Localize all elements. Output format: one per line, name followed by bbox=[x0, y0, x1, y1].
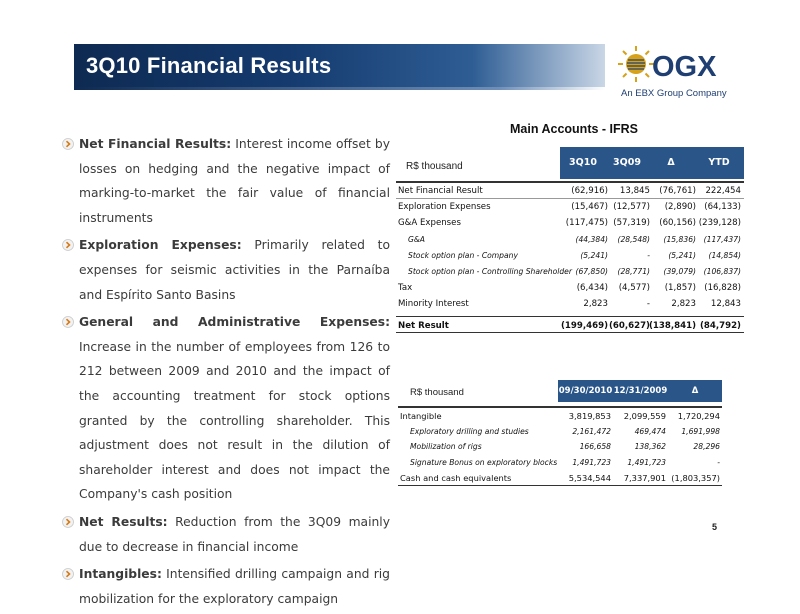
chevron-bullet-icon bbox=[62, 316, 74, 328]
cell-value: (57,319) bbox=[613, 218, 650, 229]
cell-value: (15,467) bbox=[571, 202, 608, 213]
cell-value: (84,792) bbox=[699, 320, 741, 331]
bullet-net-results bbox=[62, 510, 390, 559]
cell-value: (2,890) bbox=[664, 202, 696, 213]
unit-label: R$ thousand bbox=[406, 161, 463, 172]
cell-value: (15,836) bbox=[663, 234, 696, 244]
table-row bbox=[398, 408, 722, 424]
table-body bbox=[398, 408, 722, 486]
table-row bbox=[398, 424, 722, 440]
table-row bbox=[396, 248, 744, 264]
logo-tagline: An EBX Group Company bbox=[621, 88, 727, 99]
chevron-bullet-icon bbox=[62, 138, 74, 150]
cell-value: 2,823 bbox=[671, 299, 696, 310]
row-label: Intangible bbox=[400, 411, 442, 421]
table-row bbox=[398, 455, 722, 471]
table-header bbox=[398, 380, 722, 402]
table-row bbox=[396, 264, 744, 280]
row-label: Tax bbox=[398, 283, 413, 294]
cell-value: (28,771) bbox=[617, 266, 650, 276]
cell-value: (4,577) bbox=[618, 283, 650, 294]
sun-icon bbox=[618, 46, 654, 82]
cell-value: (199,469) bbox=[561, 320, 608, 331]
unit-label: R$ thousand bbox=[410, 387, 464, 398]
row-label: Stock option plan - Company bbox=[408, 250, 518, 260]
slide-title: 3Q10 Financial Results bbox=[86, 53, 332, 78]
bullet-head: Net Results: bbox=[79, 514, 168, 529]
cell-value: (117,437) bbox=[703, 234, 741, 244]
balance-table bbox=[398, 380, 722, 486]
cell-value: 13,845 bbox=[619, 186, 650, 196]
cell-value: (6,434) bbox=[576, 283, 608, 294]
col-header: 3Q09 bbox=[613, 157, 641, 168]
cell-value: (28,548) bbox=[617, 234, 650, 244]
cell-value: 469,474 bbox=[634, 426, 666, 436]
cell-value: (62,916) bbox=[571, 186, 608, 196]
col-header: 12/31/2009 bbox=[613, 386, 668, 396]
cell-value: - bbox=[717, 457, 720, 467]
page-number: 5 bbox=[712, 522, 718, 532]
bullet-exploration bbox=[62, 233, 390, 307]
cell-value: (1,803,357) bbox=[671, 473, 720, 484]
bullet-body: Increase in the number of employees from 126 to 212 between 2009 and 2010 and the impact of the accounting treatment for stock options granted by the controlling shareholder. This adjustment does not result in the dilution of shareholder interest and does not impact the Company's cash position bbox=[79, 339, 390, 502]
cell-value: 2,823 bbox=[583, 299, 608, 310]
table-row bbox=[396, 280, 744, 296]
col-header: YTD bbox=[708, 157, 730, 168]
cell-value: (12,577) bbox=[613, 202, 650, 213]
row-label: Mobilization of rigs bbox=[410, 442, 482, 452]
header-cells bbox=[558, 380, 722, 402]
cell-value: (16,828) bbox=[704, 283, 741, 294]
cell-value: 1,720,294 bbox=[677, 411, 720, 421]
bullet-body: Intensified drilling campaign and rig mobilization for the exploratory campaign bbox=[79, 567, 390, 606]
col-header: 3Q10 bbox=[569, 157, 597, 168]
table-row bbox=[396, 183, 744, 199]
bullet-ga bbox=[62, 310, 390, 507]
row-label: Signature Bonus on exploratory blocks bbox=[410, 457, 558, 467]
cell-value: 1,491,723 bbox=[627, 457, 666, 467]
row-label: G&A Expenses bbox=[398, 218, 461, 229]
bullet-intangibles bbox=[62, 562, 390, 611]
ogx-logo-icon bbox=[616, 42, 717, 88]
table-row bbox=[398, 470, 722, 486]
cell-value: (60,627) bbox=[608, 320, 650, 331]
cell-value: 2,161,472 bbox=[572, 426, 611, 436]
row-label: Exploration Expenses bbox=[398, 202, 491, 213]
table-body bbox=[396, 183, 744, 313]
cell-value: (64,133) bbox=[704, 202, 741, 213]
bullet-head: Exploration Expenses: bbox=[79, 238, 242, 253]
title-underline bbox=[74, 87, 605, 90]
row-label: Exploratory drilling and studies bbox=[410, 426, 529, 436]
cell-value: (117,475) bbox=[565, 218, 608, 229]
table-row bbox=[398, 439, 722, 455]
bullet-head: Net Financial Results: bbox=[79, 137, 232, 151]
logo-brand-text: OGX bbox=[652, 51, 717, 83]
title-bar bbox=[74, 44, 605, 90]
cell-value: (239,128) bbox=[698, 218, 741, 229]
table-row bbox=[396, 296, 744, 312]
table-row bbox=[396, 199, 744, 215]
cell-value: (44,384) bbox=[575, 234, 608, 244]
cell-value: (106,837) bbox=[703, 266, 741, 276]
bullet-body: Interest income offset by losses on hedging and the negative impact of marking-to-market the fair value of financial instruments bbox=[79, 137, 390, 225]
cell-value: 222,454 bbox=[705, 186, 741, 196]
cell-value: 138,362 bbox=[634, 442, 666, 452]
cell-value: (5,241) bbox=[668, 250, 696, 260]
main-accounts-table bbox=[396, 147, 744, 333]
bullet-head: Intangibles: bbox=[79, 567, 162, 582]
bullet-head: General and Administrative Expenses: bbox=[79, 315, 390, 330]
chevron-bullet-icon bbox=[62, 568, 74, 580]
header-cells bbox=[560, 147, 744, 179]
chevron-bullet-icon bbox=[62, 516, 74, 528]
bullet-net-financial bbox=[62, 132, 390, 230]
cell-value: 5,534,544 bbox=[568, 473, 611, 484]
cell-value: (67,850) bbox=[575, 266, 608, 276]
cell-value: (5,241) bbox=[580, 250, 608, 260]
cell-value: 3,819,853 bbox=[568, 411, 611, 421]
cell-value: 2,099,559 bbox=[623, 411, 666, 421]
cell-value: (138,841) bbox=[649, 320, 696, 331]
cell-value: 1,491,723 bbox=[572, 457, 611, 467]
cell-value: 1,691,998 bbox=[681, 426, 720, 436]
table-row-total bbox=[396, 316, 744, 333]
bullet-list bbox=[62, 132, 390, 614]
col-header: 09/30/2010 bbox=[558, 386, 613, 396]
cell-value: 166,658 bbox=[579, 442, 611, 452]
row-label: Net Result bbox=[398, 320, 449, 331]
col-header: Δ bbox=[691, 386, 699, 396]
row-label: Stock option plan - Controlling Shareholder bbox=[408, 266, 572, 276]
col-header: Δ bbox=[667, 157, 675, 168]
cell-value: 7,337,901 bbox=[623, 473, 666, 484]
row-label: Minority Interest bbox=[398, 299, 469, 310]
chevron-bullet-icon bbox=[62, 239, 74, 251]
table-row bbox=[396, 215, 744, 231]
cell-value: - bbox=[647, 250, 650, 260]
cell-value: (39,079) bbox=[663, 266, 696, 276]
bullet-body: Primarily related to expenses for seismic activities in the Parnaíba and Espírito Santo Basins bbox=[79, 238, 390, 302]
cell-value: (60,156) bbox=[659, 218, 696, 229]
bullet-body: Reduction from the 3Q09 mainly due to decrease in financial income bbox=[79, 514, 390, 554]
row-label: G&A bbox=[408, 234, 426, 244]
table-row bbox=[396, 232, 744, 248]
main-table-title: Main Accounts - IFRS bbox=[510, 122, 639, 136]
cell-value: (14,854) bbox=[708, 250, 741, 260]
cell-value: 28,296 bbox=[693, 442, 720, 452]
cell-value: - bbox=[646, 299, 650, 310]
row-label: Cash and cash equivalents bbox=[400, 473, 512, 484]
cell-value: (1,857) bbox=[664, 283, 696, 294]
cell-value: (76,761) bbox=[659, 186, 696, 196]
cell-value: 12,843 bbox=[710, 299, 741, 310]
table-header bbox=[396, 147, 744, 179]
row-label: Net Financial Result bbox=[398, 186, 483, 196]
